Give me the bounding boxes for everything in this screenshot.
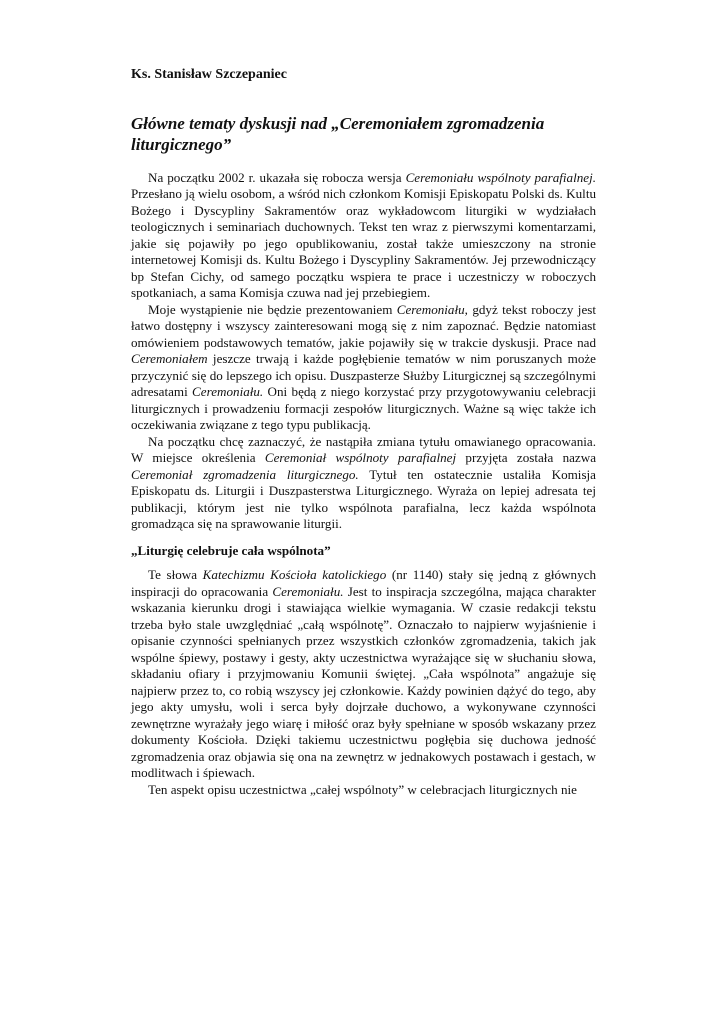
italic-run: Ceremoniałem	[131, 351, 208, 366]
paragraph-2	[131, 302, 596, 434]
italic-run: Ceremoniał wspólnoty parafialnej	[264, 450, 457, 465]
text-run: gdyż tekst roboczy jest łatwo dostępny i wszyscy zainteresowani mogą się z nim zapoznać. Będzie natomiast omówieniem podstawowych tematów, jakie pojawiły się w trakcie dyskusji. Prace nad	[131, 301, 596, 350]
italic-run: Ceremoniału.	[192, 384, 264, 399]
article-title: Główne tematy dyskusji nad „Ceremoniałem zgromadzenia liturgicznego”	[131, 113, 545, 154]
text-run: Przesłano ją wielu osobom, a wśród nich członkom Komisji Episkopatu Polski ds. Kultu Bożego i Dyscypliny Sakramentów oraz wykładowcom liturgiki w wydziałach teologicznych i seminariach duchownych. Tekst ten wraz z pierwszymi komentarzami, jakie się pojawiły po jego opublikowaniu, został także umieszczony na stronie internetowej Komisji ds. Kultu Bożego i Dyscypliny Sakramentów. Jej przewodniczący bp Stefan Cichy, od samego początku wspiera te prace i uczestniczy w roboczych spotkaniach, a sama Komisja czuwa nad jej przebiegiem.	[131, 186, 596, 300]
italic-run: Ceremoniału.	[272, 583, 344, 599]
text-run: Te słowa	[148, 567, 203, 582]
text-run: Na początku 2002 r. ukazała się robocza wersja	[148, 169, 406, 185]
text-run: Tytuł ten ostatecznie ustaliła Komisja Episkopatu ds. Liturgii i Duszpasterstwa Liturgicznego. Wyraża on lepiej adresata tej publikacji, którym jest nie tylko wspólnota parafialna, lecz każda wspólnota gromadząca się na sprawowanie liturgii.	[131, 466, 596, 531]
author-name: Ks. Stanisław Szczepaniec	[131, 67, 287, 82]
text-run: przyjęta została nazwa	[456, 450, 597, 465]
italic-run: Ceremoniału wspólnoty parafialnej.	[405, 169, 596, 185]
text-run: jeszcze trwają i każde pogłębienie tematów w nim poruszanych może przyczynić się do lepszego ich opisu. Duszpasterze Służby Liturgicznej są szczególnymi adresatami	[131, 351, 596, 399]
section-heading: „Liturgię celebruje cała wspólnota”	[131, 542, 331, 558]
paragraph-5	[131, 782, 596, 799]
text-run: (nr 1140) stały się jedną z głównych inspiracji do opracowania	[131, 567, 596, 599]
text-run: Moje wystąpienie nie będzie prezentowaniem	[148, 301, 397, 317]
document-page	[131, 67, 596, 798]
italic-run: Ceremoniału,	[396, 301, 468, 317]
text-run: Jest to inspiracja szczególna, mająca charakter wskazania kierunku drogi i stawiająca wielkie wymagania. W czasie redakcji tekstu trzeba było stale uwzględniać „całą wspólnotę”. Oznaczało to najpierw wyjaśnienie i opisanie czynności spełnianych przez wszystkich członków zgromadzenia, takich jak wspólne śpiewy, postawy i gesty, akty uczestnictwa wyrażające się w słuchaniu słowa, składaniu ofiary i przyjmowaniu Komunii świętej. „Cała wspólnota” angażuje się najpierw przez to, co robią wszyscy jej członkowie. Każdy powinien dążyć do tego, aby jego akty umysłu, woli i serca były dojrzałe duchowo, a wykonywane czynności zewnętrzne wyrażały jego wiarę i miłość oraz były spełniane w sposób wskazany przez dokumenty Kościoła. Dzięki takiemu uczestnictwu pogłębia się duchowa jedność zgromadzenia oraz objawia się ona na zewnętrz w jednakowych postawach i gestach, w modlitwach i śpiewach.	[131, 583, 597, 780]
paragraph-1	[131, 170, 596, 302]
paragraph-4	[131, 567, 596, 782]
text-run: Na początku chcę zaznaczyć, że nastąpiła zmiana tytułu omawianego opracowania. W miejsce określenia	[131, 433, 596, 465]
text-run: Ten aspekt opisu uczestnictwa „całej wspólnoty” w celebracjach liturgicznych nie	[148, 781, 577, 797]
paragraph-3	[131, 434, 596, 533]
italic-run: Ceremoniał zgromadzenia liturgicznego.	[131, 466, 359, 482]
text-run: Oni będą z niego korzystać przy przygotowywaniu celebracji liturgicznych i prowadzeniu formacji zespołów liturgicznych. Ważne są więc także ich oczekiwania związane z tego typu publikacją.	[131, 384, 596, 432]
italic-run: Katechizmu Kościoła katolickiego	[202, 567, 387, 582]
